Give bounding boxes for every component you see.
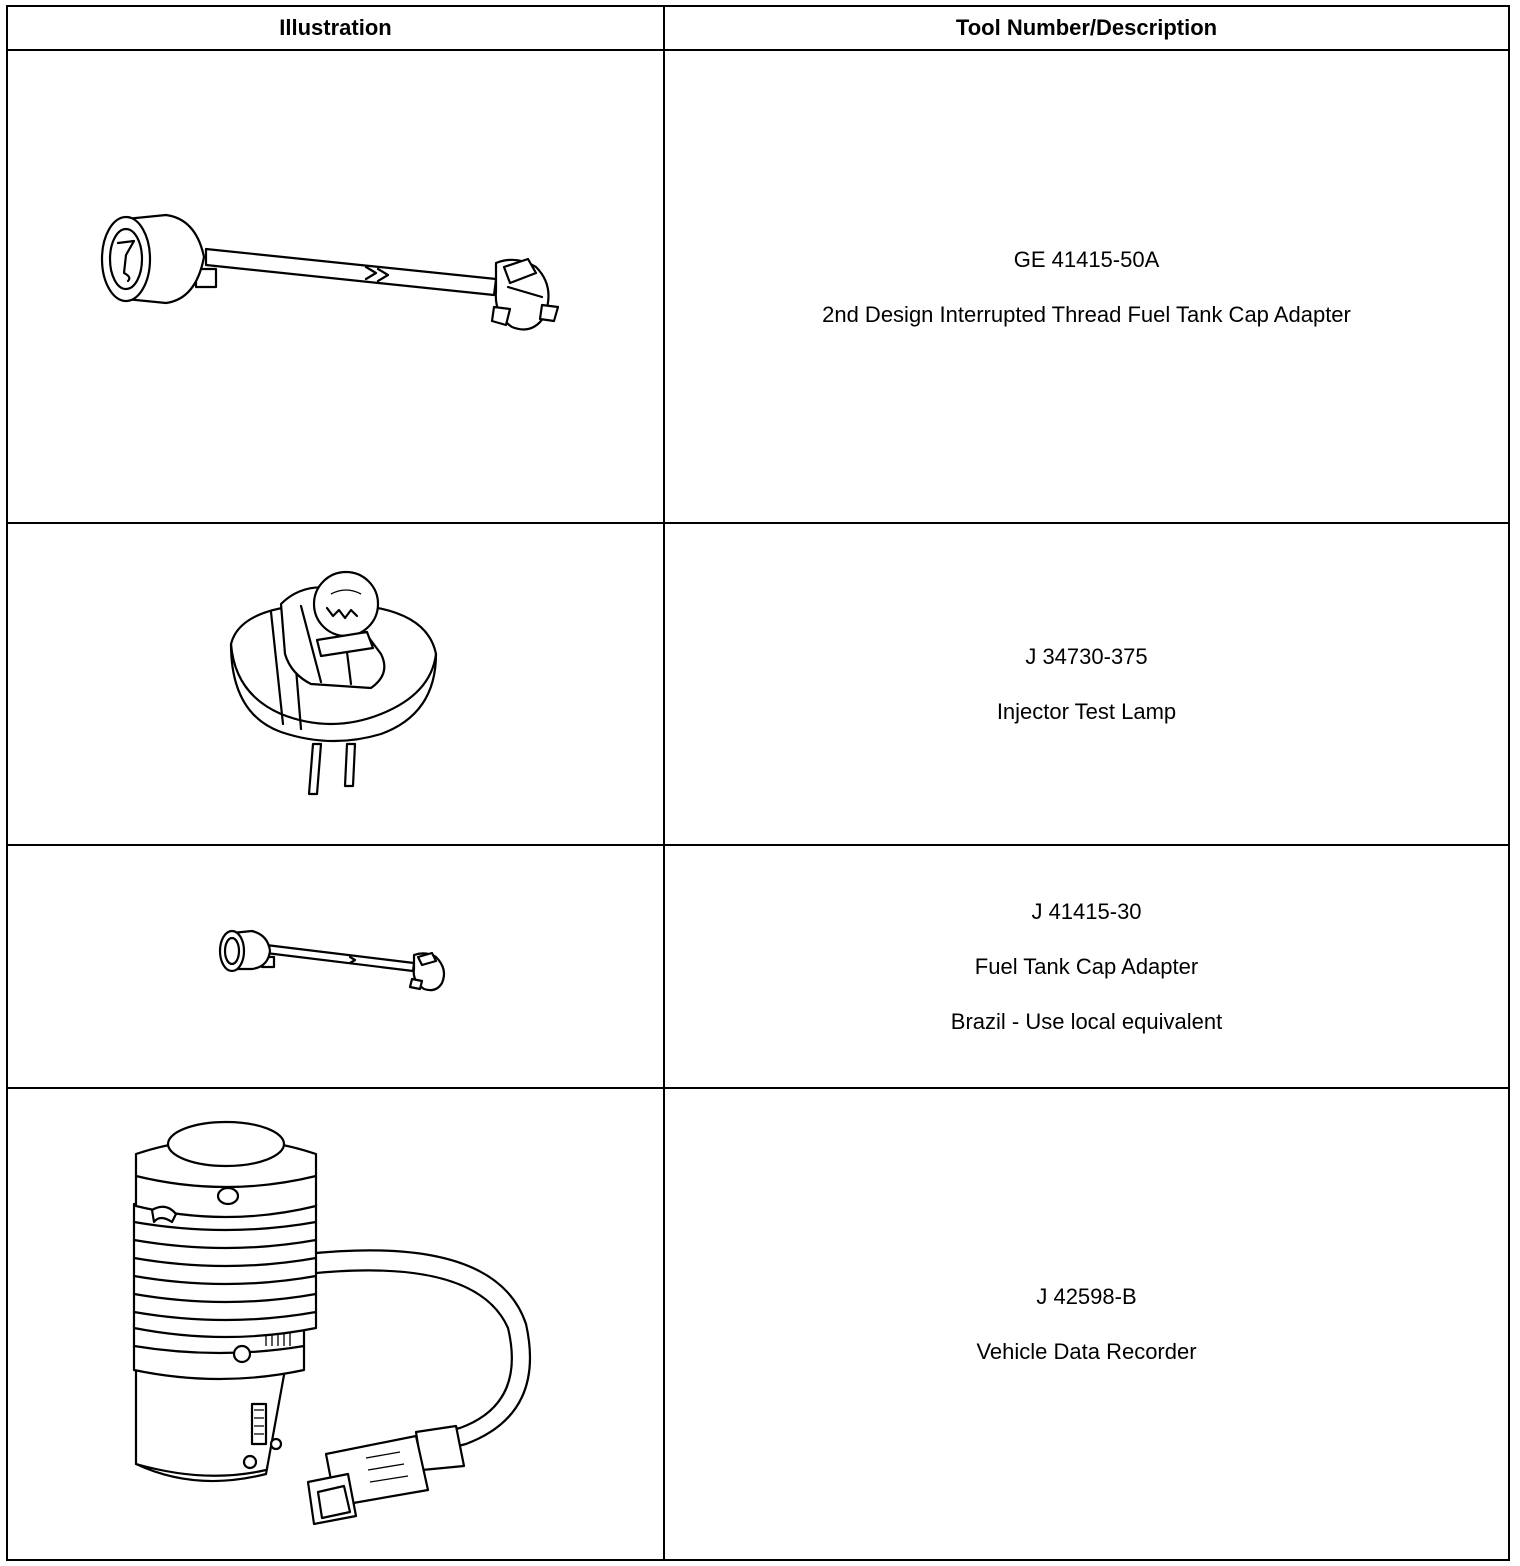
table-row (7, 845, 1509, 1088)
illustration-cell (7, 50, 664, 523)
fuel-tank-cap-adapter-long-icon (96, 207, 576, 367)
description-cell (664, 1088, 1509, 1560)
illustration-cell (7, 523, 664, 845)
header-illustration: Illustration (7, 6, 664, 50)
illustration-cell (7, 1088, 664, 1560)
injector-test-lamp-icon (221, 564, 451, 804)
special-tools-table (6, 5, 1510, 1561)
tool-description: Vehicle Data Recorder (976, 1339, 1197, 1364)
tool-description: 2nd Design Interrupted Thread Fuel Tank Cap Adapter (822, 301, 1351, 327)
table-row (7, 523, 1509, 845)
description-cell (664, 50, 1509, 523)
illustration-cell (7, 845, 664, 1088)
fuel-tank-cap-adapter-short-icon (216, 927, 456, 1007)
tool-number: J 41415-30 (1031, 899, 1142, 924)
table-row (7, 1088, 1509, 1560)
tool-note: Brazil - Use local equivalent (950, 1009, 1223, 1034)
tool-number: J 42598-B (1036, 1284, 1137, 1309)
description-cell (664, 845, 1509, 1088)
tool-description: Fuel Tank Cap Adapter (974, 954, 1199, 979)
table-row (7, 50, 1509, 523)
tool-description: Injector Test Lamp (996, 699, 1177, 724)
tool-number: GE 41415-50A (1013, 246, 1160, 272)
tool-number: J 34730-375 (1025, 644, 1148, 669)
vehicle-data-recorder-icon (116, 1114, 556, 1534)
header-row (7, 6, 1509, 50)
description-cell (664, 523, 1509, 845)
header-tool-description: Tool Number/Description (664, 6, 1509, 50)
